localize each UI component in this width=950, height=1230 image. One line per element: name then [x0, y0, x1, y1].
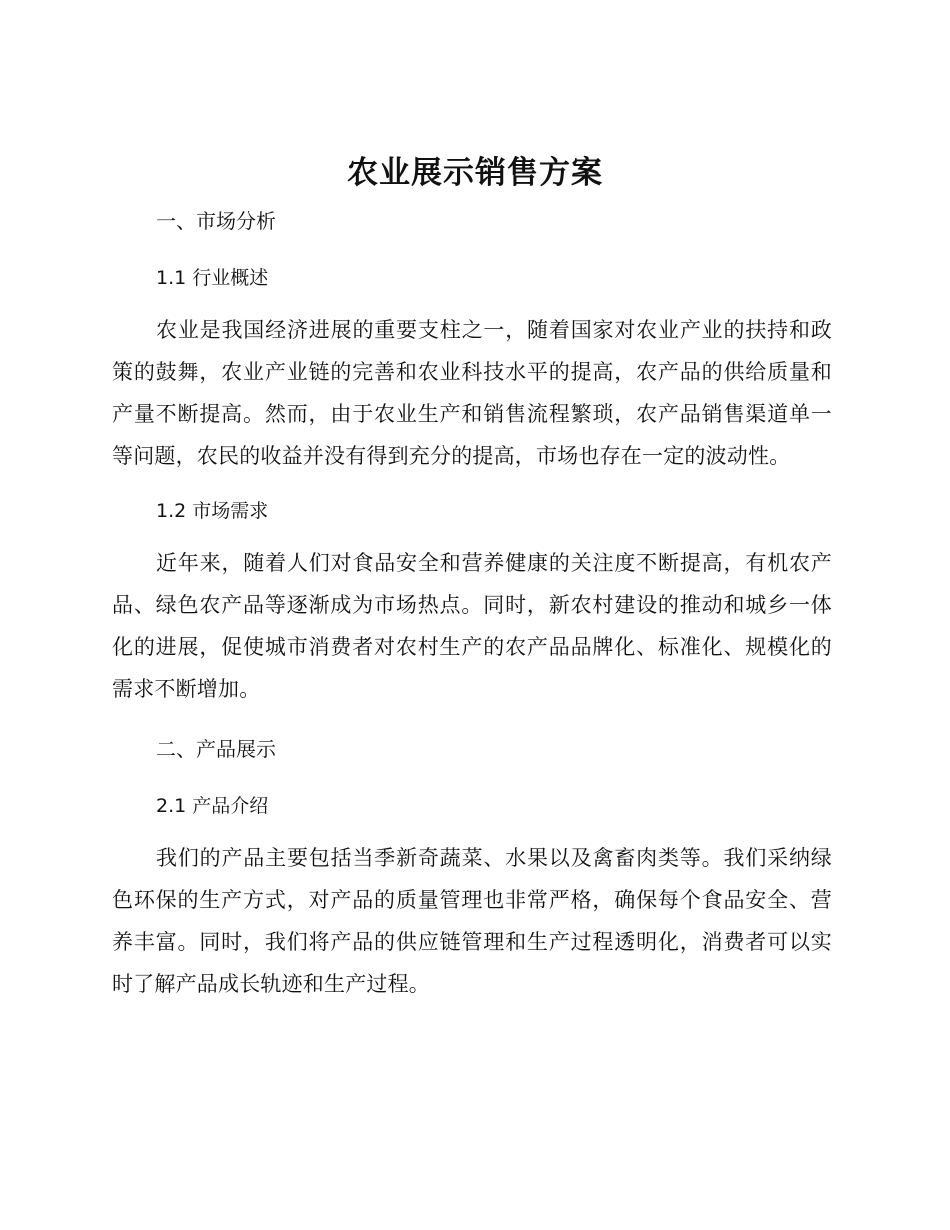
paragraph-product-intro: 我们的产品主要包括当季新奇蔬菜、水果以及禽畜肉类等。我们采纳绿色环保的生产方式，对产品的质量管理也非常严格，确保每个食品安全、营养丰富。同时，我们将产品的供应链管理和生产过程透明化，消费者可以实时了解产品成长轨迹和生产过程。	[112, 846, 832, 996]
document-title: 农业展示销售方案	[347, 155, 603, 191]
document-body	[112, 198, 832, 1005]
paragraph-industry-overview: 农业是我国经济进展的重要支柱之一，随着国家对农业产业的扶持和政策的鼓舞，农业产业链的完善和农业科技水平的提高，农产品的供给质量和产量不断提高。然而，由于农业生产和销售流程繁琐，农产品销售渠道单一等问题，农民的收益并没有得到充分的提高，市场也存在一定的波动性。	[112, 318, 832, 468]
paragraph-market-demand: 近年来，随着人们对食品安全和营养健康的关注度不断提高，有机农产品、绿色农产品等逐渐成为市场热点。同时，新农村建设的推动和城乡一体化的进展，促使城市消费者对农村生产的农产品品牌化、标准化、规模化的需求不断增加。	[112, 551, 832, 701]
section-heading-product-showcase: 二、产品展示	[156, 737, 276, 761]
subsection-heading-product-intro: 2.1 产品介绍	[156, 795, 269, 817]
subsection-heading-market-demand: 1.2 市场需求	[156, 500, 269, 522]
subsection-heading-industry-overview: 1.1 行业概述	[156, 267, 269, 289]
section-heading-market-analysis: 一、市场分析	[156, 209, 276, 233]
